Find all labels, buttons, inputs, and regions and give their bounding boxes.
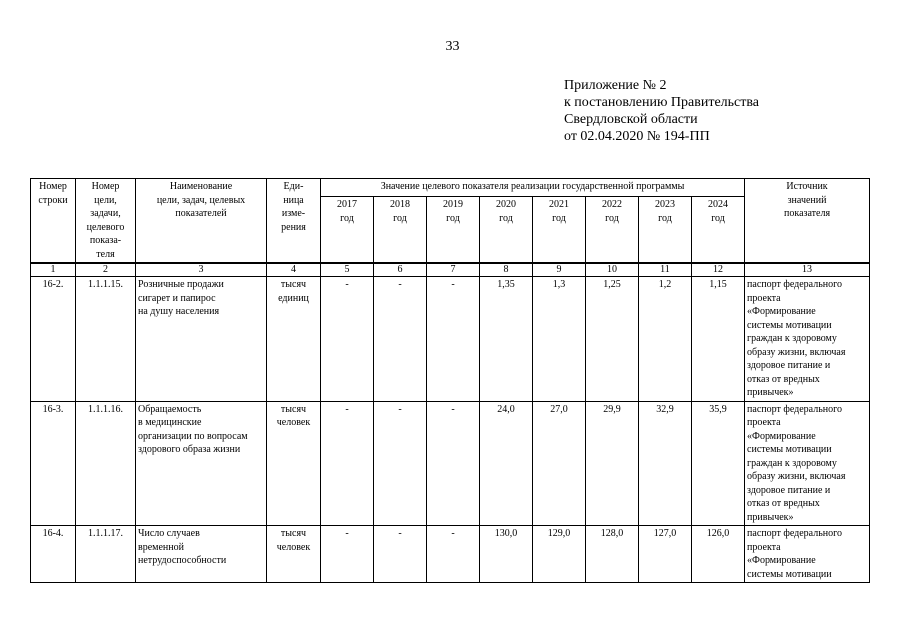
table-row [31,277,870,402]
column-number: 7 [427,263,480,277]
header-source: Источник значений показателя [745,179,870,264]
value-2024: 35,9 [692,401,745,526]
header-name: Наименование цели, задач, целевых показателей [136,179,267,264]
header-row [31,179,870,197]
appendix-line: Приложение № 2 [564,78,667,93]
value-2018: - [374,526,427,583]
value-2022: 1,25 [586,277,639,402]
goal-number: 1.1.1.17. [76,526,136,583]
value-2020: 1,35 [480,277,533,402]
value-2018: - [374,277,427,402]
column-number: 13 [745,263,870,277]
header-year: 2018 год [374,197,427,263]
column-number: 9 [533,263,586,277]
column-number: 3 [136,263,267,277]
value-2017: - [321,401,374,526]
column-number: 4 [267,263,321,277]
value-2021: 1,3 [533,277,586,402]
value-2018: - [374,401,427,526]
header-year: 2017 год [321,197,374,263]
header-year: 2019 год [427,197,480,263]
column-number: 6 [374,263,427,277]
column-number: 12 [692,263,745,277]
unit: тысяч человек [267,401,321,526]
source: паспорт федерального проекта «Формирование системы мотивации граждан к здоровому образу жизни, включая здоровое питание и отказ от вредных привычек» [745,401,870,526]
appendix-line: к постановлению Правительства [564,95,760,110]
page-number: 33 [445,39,460,54]
goal-number: 1.1.1.15. [76,277,136,402]
value-2024: 126,0 [692,526,745,583]
value-2022: 128,0 [586,526,639,583]
header-year: 2020 год [480,197,533,263]
indicator-name: Число случаев временной нетрудоспособности [136,526,267,583]
value-2021: 129,0 [533,526,586,583]
header-year: 2023 год [639,197,692,263]
value-2019: - [427,401,480,526]
table-row [31,401,870,526]
unit: тысяч единиц [267,277,321,402]
value-2020: 130,0 [480,526,533,583]
unit: тысяч человек [267,526,321,583]
header-unit: Еди- ница изме- рения [267,179,321,264]
indicators-table [30,178,870,583]
header-goal-number: Номер цели, задачи, целевого показа- теля [76,179,136,264]
header-year: 2022 год [586,197,639,263]
column-number: 10 [586,263,639,277]
value-2019: - [427,277,480,402]
value-2024: 1,15 [692,277,745,402]
column-number: 2 [76,263,136,277]
column-number: 5 [321,263,374,277]
value-2023: 127,0 [639,526,692,583]
column-numbers-row [31,263,870,277]
header-year: 2024 год [692,197,745,263]
appendix-header [564,77,759,145]
value-2020: 24,0 [480,401,533,526]
appendix-line: Свердловской области [564,112,698,127]
appendix-line: от 02.04.2020 № 194-ПП [564,129,710,144]
value-2023: 32,9 [639,401,692,526]
table-row [31,526,870,583]
value-2017: - [321,526,374,583]
value-2023: 1,2 [639,277,692,402]
column-number: 11 [639,263,692,277]
header-row-number: Номер строки [31,179,76,264]
row-number: 16-4. [31,526,76,583]
value-2022: 29,9 [586,401,639,526]
header-year: 2021 год [533,197,586,263]
value-2021: 27,0 [533,401,586,526]
value-2017: - [321,277,374,402]
column-number: 1 [31,263,76,277]
header-values-group: Значение целевого показателя реализации государственной программы [321,179,745,197]
value-2019: - [427,526,480,583]
indicator-name: Розничные продажи сигарет и папирос на душу населения [136,277,267,402]
source: паспорт федерального проекта «Формирование системы мотивации [745,526,870,583]
row-number: 16-2. [31,277,76,402]
row-number: 16-3. [31,401,76,526]
column-number: 8 [480,263,533,277]
goal-number: 1.1.1.16. [76,401,136,526]
indicator-name: Обращаемость в медицинские организации по вопросам здорового образа жизни [136,401,267,526]
source: паспорт федерального проекта «Формирование системы мотивации граждан к здоровому образу жизни, включая здоровое питание и отказ от вредных привычек» [745,277,870,402]
